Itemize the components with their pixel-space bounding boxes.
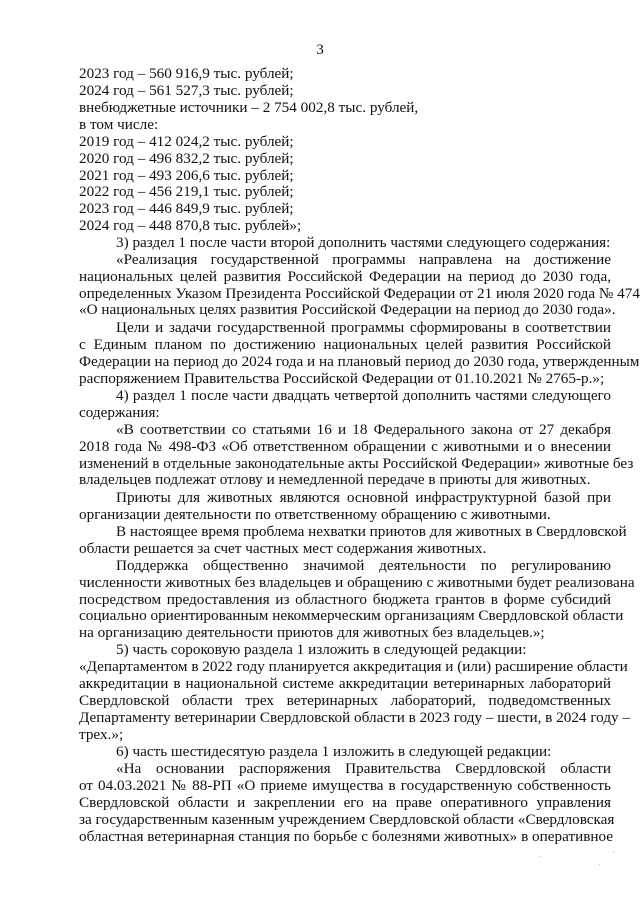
scan-speck: · — [612, 848, 616, 859]
text-line: в том числе: — [79, 116, 159, 133]
text-line: 2020 год – 496 832,2 тыс. рублей; — [79, 150, 294, 167]
text-line: Цели и задачи государственной программы сформированы в соответствии — [116, 319, 611, 336]
text-line: от 04.03.2021 № 88-РП «О приеме имущества в государственную собственность — [79, 777, 611, 794]
text-line: Свердловской области и закреплении его на праве оперативного управления — [79, 794, 611, 811]
text-line: 4) раздел 1 после части двадцать четвертой дополнить частями следующего — [116, 387, 611, 404]
text-line: 2019 год – 412 024,2 тыс. рублей; — [79, 133, 294, 150]
text-line: на организацию деятельности приютов для животных без владельцев.»; — [79, 624, 545, 641]
text-line: Свердловской области трех ветеринарных лабораторий, подведомственных — [79, 692, 611, 709]
text-line: 2024 год – 448 870,8 тыс. рублей»; — [79, 217, 302, 234]
text-line: «Департаментом в 2022 году планируется аккредитация и (или) расширение области — [79, 658, 628, 675]
text-line: организации деятельности по ответственному обращению с животными. — [79, 506, 551, 523]
text-line: социально ориентированным некоммерческим организациям Свердловской области — [79, 607, 624, 624]
text-line: определенных Указом Президента Российской Федерации от 21 июля 2020 года № 474 — [79, 285, 640, 302]
text-line: 2023 год – 560 916,9 тыс. рублей; — [79, 65, 294, 82]
scan-speck: · — [598, 860, 602, 871]
text-line: 2018 года № 498-ФЗ «Об ответственном обращении с животными и о внесении — [79, 438, 611, 455]
text-line: содержания: — [79, 404, 160, 421]
text-line: «На основании распоряжения Правительства Свердловской области — [116, 760, 611, 777]
text-line: аккредитации в национальной системе аккредитации ветеринарных лабораторий — [79, 675, 611, 692]
text-line: владельцев подлежат отлову и немедленной передаче в приюты для животных. — [79, 471, 591, 488]
text-line: трех.»; — [79, 726, 124, 743]
text-line: изменений в отдельные законодательные акты Российской Федерации» животные без — [79, 455, 634, 472]
text-line: 2021 год – 493 206,6 тыс. рублей; — [79, 167, 294, 184]
text-line: «Реализация государственной программы направлена на достижение — [116, 251, 611, 268]
text-line: 6) часть шестидесятую раздела 1 изложить в следующей редакции: — [116, 743, 552, 760]
text-line: Федерации на период до 2024 года и на плановый период до 2030 года, утвержденным — [79, 353, 640, 370]
text-line: областная ветеринарная станция по борьбе с болезнями животных» в оперативное — [79, 828, 614, 845]
text-line: численности животных без владельцев и обращению с животными будет реализована — [79, 574, 635, 591]
text-line: посредством предоставления из областного бюджета грантов в форме субсидий — [79, 591, 611, 608]
text-line: 2023 год – 446 849,9 тыс. рублей; — [79, 200, 294, 217]
text-line: Приюты для животных являются основной инфраструктурной базой при — [116, 489, 611, 506]
text-line: внебюджетные источники – 2 754 002,8 тыс. рублей, — [79, 99, 419, 116]
text-line: национальных целей развития Российской Федерации на период до 2030 года, — [79, 268, 611, 285]
text-line: Поддержка общественно значимой деятельности по регулированию — [116, 557, 611, 574]
text-line: Департаменту ветеринарии Свердловской области в 2023 году – шести, в 2024 году – — [79, 709, 631, 726]
text-line: В настоящее время проблема нехватки приютов для животных в Свердловской — [116, 523, 627, 540]
text-line: 2024 год – 561 527,3 тыс. рублей; — [79, 82, 294, 99]
text-line: за государственным казенным учреждением Свердловской области «Свердловская — [79, 811, 615, 828]
text-line: 2022 год – 456 219,1 тыс. рублей; — [79, 183, 294, 200]
text-line: «В соответствии со статьями 16 и 18 Федерального закона от 27 декабря — [116, 421, 611, 438]
text-line: «О национальных целях развития Российской Федерации на период до 2030 года». — [79, 301, 616, 318]
text-line: распоряжением Правительства Российской Федерации от 01.10.2021 № 2765-р.»; — [79, 370, 605, 387]
text-line: 3) раздел 1 после части второй дополнить частями следующего содержания: — [116, 234, 611, 251]
text-line: области решается за счет частных мест содержания животных. — [79, 540, 487, 557]
text-line: 5) часть сороковую раздела 1 изложить в следующей редакции: — [116, 641, 527, 658]
page-number: 3 — [316, 41, 324, 58]
scan-speck: · — [538, 852, 542, 863]
text-line: с Единым планом по достижению национальных целей развития Российской — [79, 336, 611, 353]
